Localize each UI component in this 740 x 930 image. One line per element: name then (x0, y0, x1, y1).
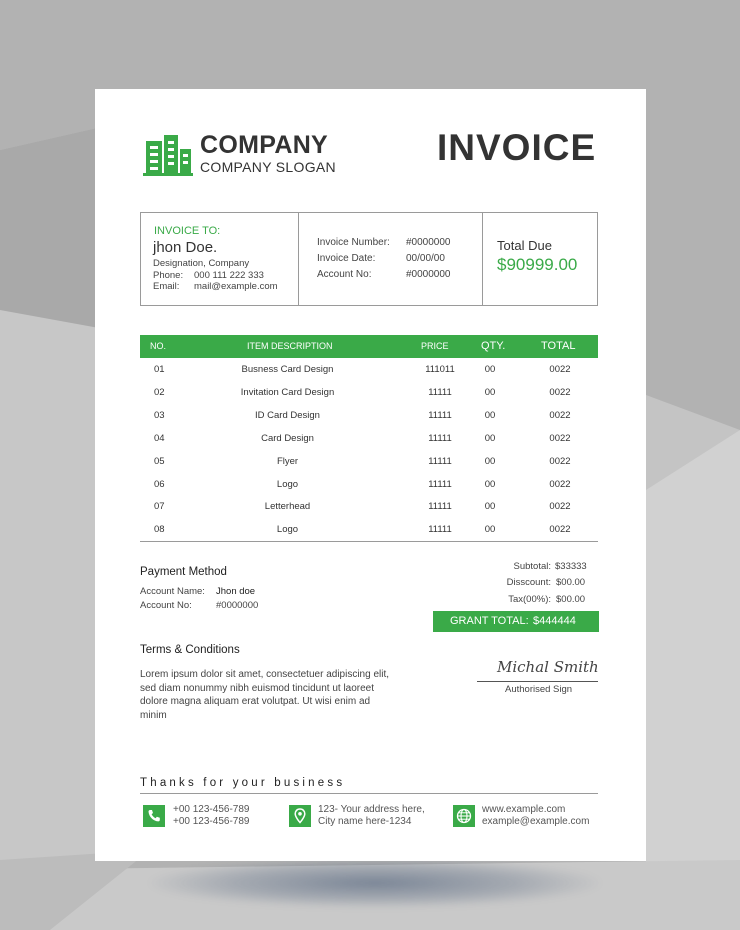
row-description: Letterhead (264, 501, 311, 513)
client-phone: 000 111 222 333 (194, 270, 264, 281)
row-no: 03 (154, 409, 165, 421)
invoice-info-box (140, 212, 598, 306)
row-total: 0022 (549, 501, 571, 513)
header-no: NO. (150, 341, 167, 351)
grand-total-value: $444444 (533, 615, 576, 627)
row-description: ID Card Design (255, 409, 320, 421)
account-no-label: Account No: (317, 269, 372, 280)
row-description: Flyer (276, 455, 299, 467)
phone-icon (143, 805, 165, 827)
invoice-to-label: INVOICE TO: (154, 225, 221, 237)
footer-rule (140, 793, 598, 794)
table-row (140, 387, 598, 410)
payment-account-no-label: Account No: (140, 600, 192, 611)
row-qty: 00 (484, 409, 496, 421)
account-no: #0000000 (406, 269, 451, 280)
discount-label: Disscount: (506, 577, 551, 588)
terms-text: Lorem ipsum dolor sit amet, consectetuer adipiscing elit, sed diam nonummy nibh euismod tincidunt ut laoreet dolore magna aliquam erat volutpat. Ut wisi enim ad minim (140, 669, 390, 721)
payment-method-title: Payment Method (140, 566, 227, 578)
header-description: ITEM DESCRIPTION (247, 341, 333, 351)
client-phone-label: Phone: (153, 270, 184, 281)
table-row (140, 433, 598, 456)
location-pin-icon (289, 805, 311, 827)
row-price: 11111 (428, 501, 452, 513)
client-designation: Designation, Company (153, 258, 250, 269)
client-name: jhon Doe. (153, 239, 218, 256)
footer-website: www.example.com (482, 804, 566, 815)
table-row (140, 364, 598, 387)
paper-shadow (150, 858, 600, 908)
row-total: 0022 (549, 432, 571, 444)
row-price: 11111 (428, 478, 452, 490)
building-icon (143, 133, 193, 177)
row-total: 0022 (549, 386, 571, 398)
terms-title: Terms & Conditions (140, 644, 240, 656)
row-total: 0022 (549, 409, 571, 421)
row-total: 0022 (549, 364, 571, 375)
info-divider (298, 213, 299, 305)
subtotal-label: Subtotal: (513, 561, 551, 572)
row-description: Card Design (261, 432, 314, 444)
client-email: mail@example.com (194, 281, 278, 292)
row-description: Logo (276, 478, 299, 490)
row-qty: 00 (484, 386, 496, 398)
row-total: 0022 (549, 524, 571, 536)
account-name: Jhon doe (216, 586, 256, 597)
row-no: 05 (154, 455, 165, 467)
footer-phone-1: +00 123-456-789 (173, 804, 250, 815)
invoice-date-label: Invoice Date: (317, 253, 376, 264)
discount-value: $00.00 (556, 577, 586, 588)
row-qty: 00 (484, 524, 496, 536)
thanks-message: Thanks for your business (140, 777, 346, 789)
row-price: 111011 (425, 364, 455, 375)
footer-phone-2: +00 123-456-789 (173, 815, 250, 827)
row-qty: 00 (484, 432, 496, 444)
table-row (140, 524, 598, 547)
row-no: 02 (154, 386, 165, 398)
row-qty: 00 (484, 455, 496, 467)
payment-account-no: #0000000 (216, 600, 259, 611)
footer-web (482, 804, 589, 827)
total-due-value: $90999.00 (497, 255, 578, 274)
subtotal-value: $33333 (555, 561, 587, 572)
invoice-number: #0000000 (406, 237, 451, 248)
row-description: Logo (276, 524, 299, 536)
invoice-date: 00/00/00 (406, 253, 445, 264)
row-price: 11111 (428, 409, 452, 421)
row-qty: 00 (484, 478, 496, 490)
grand-total-label: GRANT TOTAL: (450, 615, 529, 627)
row-total: 0022 (549, 455, 571, 467)
tax-label: Tax(00%): (508, 594, 551, 605)
company-slogan: COMPANY SLOGAN (200, 159, 336, 175)
row-qty: 00 (484, 501, 496, 513)
table-row (140, 410, 598, 433)
row-no: 06 (154, 478, 165, 490)
row-total: 0022 (549, 478, 571, 490)
invoice-title: INVOICE (437, 127, 597, 168)
table-row (140, 456, 598, 479)
row-description: Busness Card Design (241, 364, 334, 375)
table-row (140, 501, 598, 524)
grand-total-bar (433, 611, 599, 632)
footer-address-line-2: City name here-1234 (318, 815, 412, 827)
globe-icon (453, 805, 475, 827)
client-email-label: Email: (153, 281, 180, 292)
account-name-label: Account Name: (140, 586, 205, 597)
footer-address-line-1: 123- Your address here, (318, 804, 425, 815)
tax-value: $00.00 (556, 594, 586, 605)
info-divider (482, 213, 483, 305)
table-bottom-rule (140, 541, 598, 542)
footer-address (318, 804, 425, 827)
total-due-label: Total Due (497, 238, 552, 253)
row-qty: 00 (484, 364, 496, 375)
footer-phones (173, 804, 249, 827)
row-no: 01 (154, 364, 165, 375)
header-price: PRICE (421, 341, 449, 351)
row-no: 04 (154, 432, 165, 444)
signature-line (477, 681, 598, 682)
row-no: 07 (154, 501, 165, 513)
footer-email: example@example.com (482, 815, 590, 827)
row-price: 11111 (428, 455, 452, 467)
items-table-header (140, 335, 598, 358)
authorised-sign-label: Authorised Sign (505, 684, 573, 695)
company-name: COMPANY (200, 131, 329, 159)
row-price: 11111 (428, 432, 452, 444)
table-row (140, 479, 598, 502)
header-qty: QTY. (481, 340, 506, 352)
invoice-sheet (95, 89, 646, 861)
row-description: Invitation Card Design (240, 386, 335, 398)
header-total: TOTAL (541, 340, 576, 352)
row-price: 11111 (428, 386, 452, 398)
row-price: 11111 (428, 524, 452, 536)
row-no: 08 (154, 524, 165, 536)
invoice-number-label: Invoice Number: (317, 237, 390, 248)
signature: Michal Smith (497, 658, 599, 676)
